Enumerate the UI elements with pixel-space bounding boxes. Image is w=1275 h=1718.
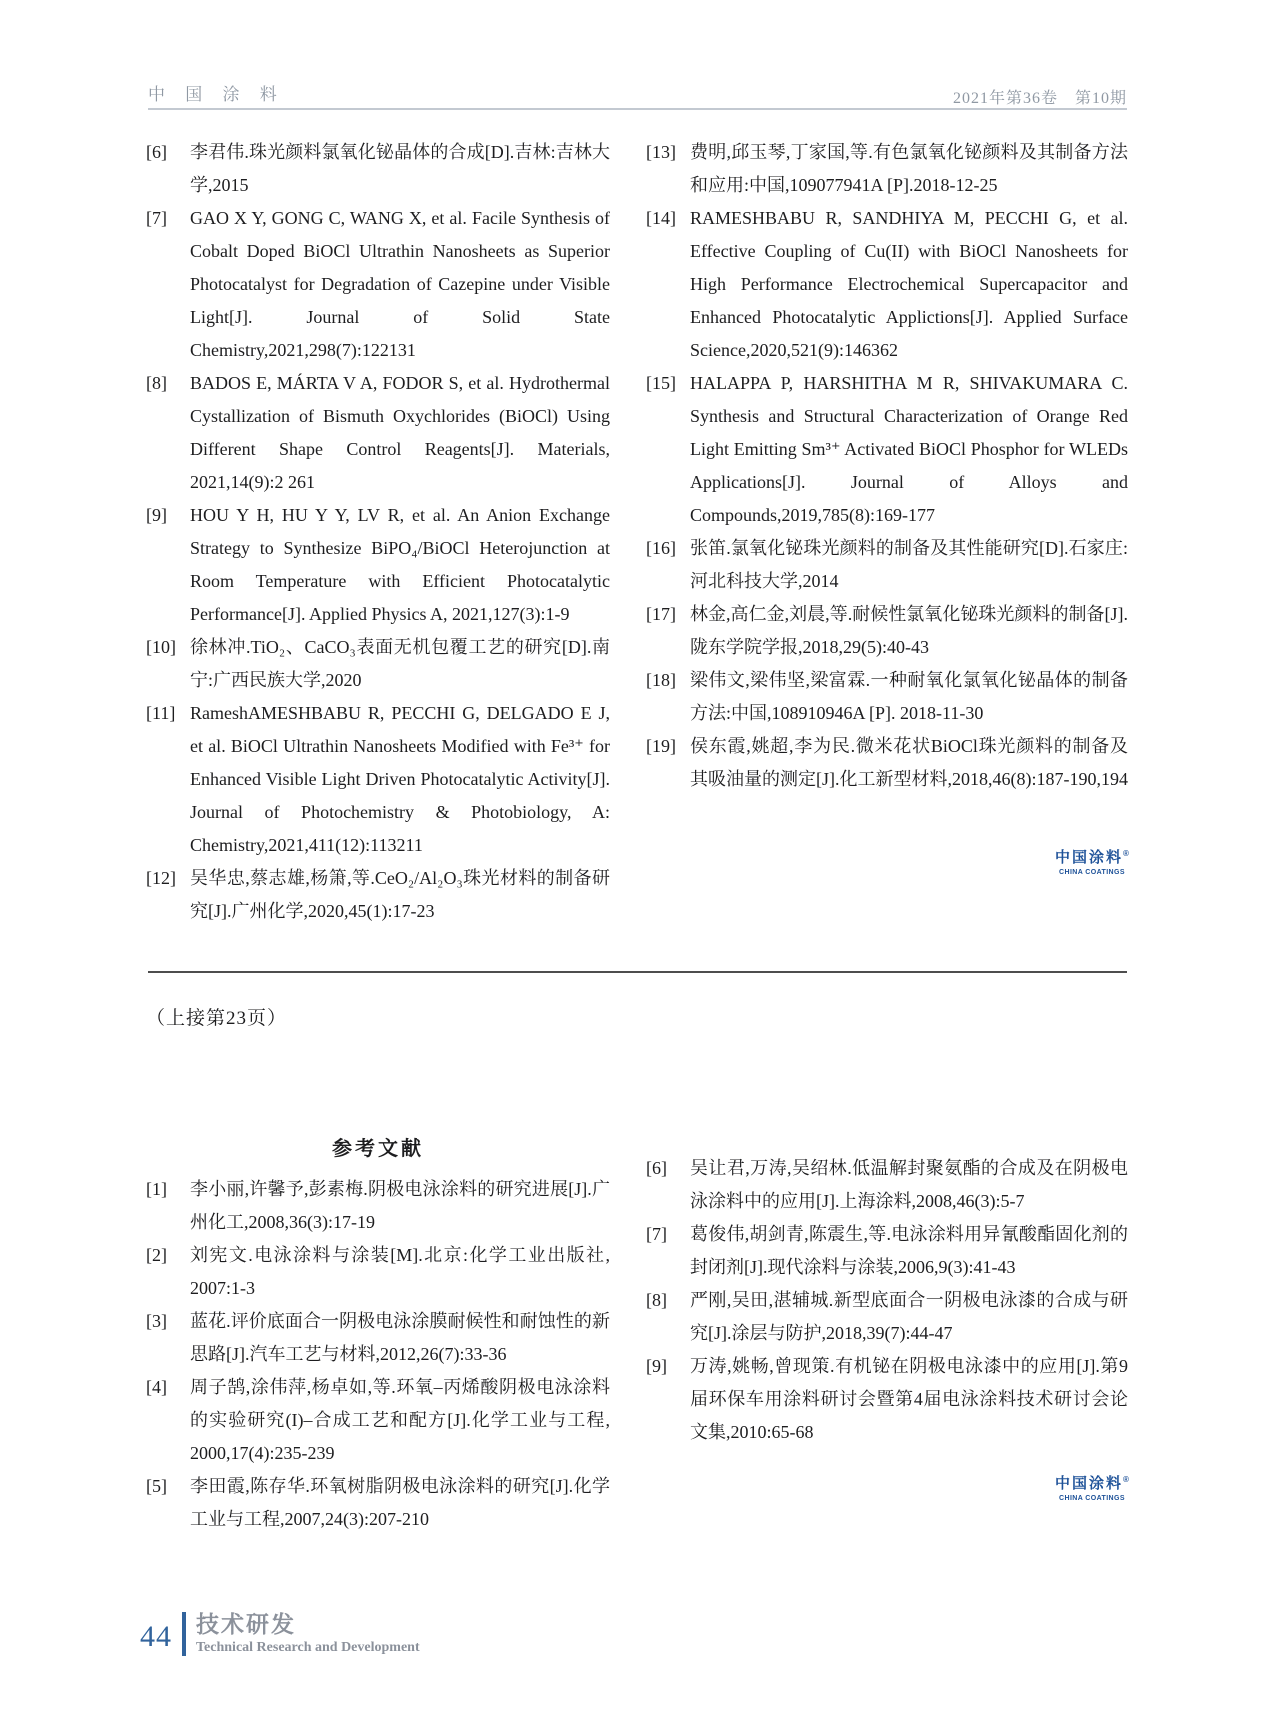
reference-item	[646, 136, 1128, 202]
header-issue-info: 2021年第36卷 第10期	[952, 90, 1127, 107]
reference-item	[146, 136, 610, 202]
reference-text: 侯东霞,姚超,李为民.微米花状BiOCl珠光颜料的制备及其吸油量的测定[J].化工新型材料,2018,46(8):187-190,194	[690, 736, 1128, 789]
reference-item	[146, 1305, 610, 1371]
reference-number: [5]	[146, 1476, 167, 1496]
bottom-references-right-column	[646, 1152, 1128, 1449]
logo-en-text: CHINA COATINGS	[1059, 868, 1125, 876]
reference-number: [7]	[646, 1224, 667, 1244]
reference-number: [1]	[146, 1179, 167, 1199]
bottom-references-left-column	[146, 1132, 610, 1536]
reference-text: 李君伟.珠光颜料氯氧化铋晶体的合成[D].吉林:吉林大学,2015	[190, 142, 610, 195]
reference-item	[146, 202, 610, 367]
reference-text: 徐林冲.TiO₂、CaCO₃表面无机包覆工艺的研究[D].南宁:广西民族大学,2020	[190, 637, 610, 690]
reference-text: 吴华忠,蔡志雄,杨箫,等.CeO₂/Al₂O₃珠光材料的制备研究[J].广州化学,2020,45(1):17-23	[190, 868, 610, 921]
trademark-symbol: ®	[1123, 849, 1129, 858]
reference-number: [16]	[646, 538, 676, 558]
logo-cn-text: 中国涂料®	[1055, 1475, 1129, 1492]
logo-cn-text: 中国涂料®	[1055, 849, 1129, 866]
reference-item	[646, 1218, 1128, 1284]
reference-number: [3]	[146, 1311, 167, 1331]
reference-text: HALAPPA P, HARSHITHA M R, SHIVAKUMARA C. Synthesis and Structural Characterization of Orange Red Light Emitting Sm³⁺ Activated BiOCl Phosphor for WLEDs Applications[J]. Journal of Alloys and Compounds,2019,785(8):169-177	[690, 373, 1128, 525]
reference-number: [8]	[646, 1290, 667, 1310]
bottom-references-left-list	[146, 1173, 610, 1536]
reference-text: RAMESHBABU R, SANDHIYA M, PECCHI G, et al. Effective Coupling of Cu(II) with BiOCl Nanosheets for High Performance Electrochemical Supercapacitor and Enhanced Photocatalytic Applictions[J]. Applied Surface Science,2020,521(9):146362	[690, 208, 1128, 360]
reference-item	[146, 697, 610, 862]
reference-text: BADOS E, MÁRTA V A, FODOR S, et al. Hydrothermal Cystallization of Bismuth Oxychlorides (BiOCl) Using Different Shape Control Reagents[J]. Materials, 2021,14(9):2 261	[190, 373, 610, 492]
footer-accent-bar	[182, 1612, 186, 1656]
reference-item	[646, 664, 1128, 730]
footer-section-title: 技术研发	[196, 1611, 296, 1637]
trademark-symbol: ®	[1123, 1475, 1129, 1484]
reference-item	[646, 730, 1128, 796]
reference-number: [17]	[646, 604, 676, 624]
logo-en-text: CHINA COATINGS	[1059, 1494, 1125, 1502]
reference-number: [2]	[146, 1245, 167, 1265]
reference-item	[146, 1239, 610, 1305]
reference-number: [4]	[146, 1377, 167, 1397]
top-references-left-column	[146, 136, 610, 928]
reference-number: [14]	[646, 208, 676, 228]
reference-item	[646, 1284, 1128, 1350]
reference-item	[646, 532, 1128, 598]
reference-text: GAO X Y, GONG C, WANG X, et al. Facile Synthesis of Cobalt Doped BiOCl Ultrathin Nanosheets as Superior Photocatalyst for Degradation of Cazepine under Visible Light[J]. Journal of Solid State Chemistry,2021,298(7):122131	[190, 208, 610, 360]
reference-text: 周子鹄,涂伟萍,杨卓如,等.环氧–丙烯酸阴极电泳涂料的实验研究(I)–合成工艺和配方[J].化学工业与工程, 2000,17(4):235-239	[190, 1377, 610, 1463]
reference-text: 刘宪文.电泳涂料与涂装[M].北京:化学工业出版社, 2007:1-3	[190, 1245, 610, 1298]
reference-item	[146, 367, 610, 499]
reference-number: [8]	[146, 373, 167, 393]
reference-item	[146, 1371, 610, 1470]
reference-text: 严刚,吴田,湛辅城.新型底面合一阴极电泳漆的合成与研究[J].涂层与防护,2018,39(7):44-47	[690, 1290, 1128, 1343]
footer-page-number: 44	[140, 1620, 172, 1653]
reference-number: [11]	[146, 703, 176, 723]
reference-text: 吴让君,万涛,吴绍林.低温解封聚氨酯的合成及在阴极电泳涂料中的应用[J].上海涂料,2008,46(3):5-7	[690, 1158, 1128, 1211]
footer-section-subtitle: Technical Research and Development	[196, 1640, 420, 1656]
reference-text: HOU Y H, HU Y Y, LV R, et al. An Anion Exchange Strategy to Synthesize BiPO₄/BiOCl Heterojunction at Room Temperature with Efficient Photocatalytic Performance[J]. Applied Physics A, 2021,127(3):1-9	[190, 505, 610, 624]
header-rule	[148, 108, 1127, 110]
reference-number: [9]	[646, 1356, 667, 1376]
reference-number: [13]	[646, 142, 676, 162]
reference-text: 梁伟文,梁伟坚,梁富霖.一种耐氧化氯氧化铋晶体的制备方法:中国,108910946A [P]. 2018-11-30	[690, 670, 1128, 723]
reference-number: [19]	[646, 736, 676, 756]
section-divider	[148, 971, 1127, 973]
reference-text: 李小丽,许馨予,彭素梅.阴极电泳涂料的研究进展[J].广州化工,2008,36(3):17-19	[190, 1179, 610, 1232]
reference-item	[646, 367, 1128, 532]
reference-item	[646, 202, 1128, 367]
reference-item	[646, 1152, 1128, 1218]
reference-item	[146, 1470, 610, 1536]
reference-text: 万涛,姚畅,曾现策.有机铋在阴极电泳漆中的应用[J].第9届环保车用涂料研讨会暨第4届电泳涂料技术研讨会论文集,2010:65-68	[690, 1356, 1128, 1442]
reference-number: [7]	[146, 208, 167, 228]
references-heading: 参考文献	[332, 1138, 424, 1160]
reference-number: [15]	[646, 373, 676, 393]
reference-item	[646, 1350, 1128, 1449]
reference-number: [6]	[646, 1158, 667, 1178]
reference-number: [9]	[146, 505, 167, 525]
reference-number: [10]	[146, 637, 176, 657]
reference-text: 费明,邱玉琴,丁家国,等.有色氯氧化铋颜料及其制备方法和应用:中国,109077941A [P].2018-12-25	[690, 142, 1128, 195]
reference-item	[146, 631, 610, 697]
china-coatings-logo	[1054, 850, 1130, 876]
reference-text: 林金,高仁金,刘晨,等.耐候性氯氧化铋珠光颜料的制备[J].陇东学院学报,2018,29(5):40-43	[690, 604, 1128, 657]
header-journal-name: 中 国 涂 料	[148, 85, 285, 104]
reference-item	[646, 598, 1128, 664]
reference-text: 葛俊伟,胡剑青,陈震生,等.电泳涂料用异氰酸酯固化剂的封闭剂[J].现代涂料与涂装,2006,9(3):41-43	[690, 1224, 1128, 1277]
reference-number: [6]	[146, 142, 167, 162]
page-footer	[140, 1612, 420, 1656]
reference-text: RameshAMESHBABU R, PECCHI G, DELGADO E J, et al. BiOCl Ultrathin Nanosheets Modified with Fe³⁺ for Enhanced Visible Light Driven Photocatalytic Activity[J]. Journal of Photochemistry & Photobiology, A: Chemistry,2021,411(12):113211	[190, 703, 610, 855]
reference-text: 李田霞,陈存华.环氧树脂阴极电泳涂料的研究[J].化学工业与工程,2007,24(3):207-210	[190, 1476, 610, 1529]
reference-item	[146, 499, 610, 631]
footer-section-titles	[196, 1612, 420, 1656]
reference-item	[146, 862, 610, 928]
reference-text: 张笛.氯氧化铋珠光颜料的制备及其性能研究[D].石家庄:河北科技大学,2014	[690, 538, 1128, 591]
reference-number: [12]	[146, 868, 176, 888]
reference-number: [18]	[646, 670, 676, 690]
china-coatings-logo	[1054, 1476, 1130, 1502]
continuation-note: （上接第23页）	[146, 1008, 288, 1029]
reference-text: 蓝花.评价底面合一阴极电泳涂膜耐候性和耐蚀性的新思路[J].汽车工艺与材料,2012,26(7):33-36	[190, 1311, 610, 1364]
reference-item	[146, 1173, 610, 1239]
top-references-right-column	[646, 136, 1128, 796]
